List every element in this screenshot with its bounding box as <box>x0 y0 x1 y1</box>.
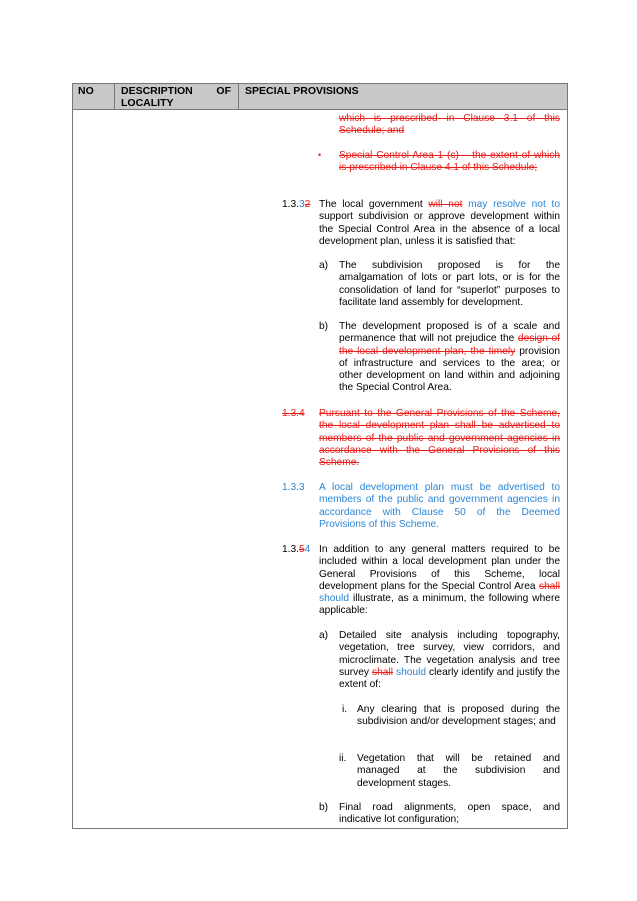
deleted-clause-1-3-4-text: Pursuant to the General Provisions of the Scheme, the local development plan shall be advertised to members of the public and government agencies in accordance with the General Provisions of this Scheme. <box>319 408 560 469</box>
item-label-b: b) <box>319 321 329 332</box>
subitem-ii-text: Vegetation that will be retained and managed at the subdivision and development stages. <box>357 753 560 789</box>
header-provisions: SPECIAL PROVISIONS <box>245 85 359 97</box>
text-run: support subdivision or approve development within the Special Control Area in the absence of a local development plan, unless it is satisfied that: <box>319 211 560 247</box>
deleted-schedule-fragment: which is prescribed in Clause 3.1 of this Schedule; and <box>339 113 560 137</box>
clause-number-base: 1.3. <box>282 544 299 555</box>
deleted-run: design of the local development plan, the timely <box>339 333 560 357</box>
text-run: Detailed site analysis including topography, vegetation, tree survey, view corridors, and microclimate. The vegetation analysis and tree survey <box>339 630 560 678</box>
item-label-a: a) <box>319 260 329 271</box>
deleted-special-control-area-1c: Special Control Area 1 (c) – the extent of which is prescribed in Clause 4.1 of this Schedule; <box>339 150 560 174</box>
item-label-b: b) <box>319 802 329 813</box>
item-a-text: The subdivision proposed is for the amalgamation of lots or part lots, or is for the consolidation of land for “superlot” purposes to facilitate land assembly for development. <box>339 260 560 308</box>
inserted-clause-number-1-3-3: 1.3.3 <box>282 482 305 493</box>
clause-number-base: 1.3. <box>282 199 299 210</box>
text-run: The development proposed is of a scale and permanence that will not prejudice the <box>339 321 560 345</box>
item-b-road-alignments-text: Final road alignments, open space, and indicative lot configuration; <box>339 802 560 826</box>
header-no: NO <box>78 85 94 97</box>
clause-1-3-4-text <box>319 544 560 618</box>
clause-number-1-3-3 <box>282 199 310 211</box>
subitem-label-i: i. <box>342 704 348 715</box>
deleted-clause-number-1-3-4: 1.3.4 <box>282 408 305 419</box>
inserted-clause-1-3-3-text: A local development plan must be advertised to members of the public and government agencies in accordance with Clause 50 of the Deemed Provisions of this Scheme. <box>319 482 560 530</box>
clause-number-1-3-4 <box>282 544 310 556</box>
text-run: In addition to any general matters required to be included within a local development plan under the General Provisions of this Scheme, local development plans for the Special Control Area <box>319 544 560 592</box>
clause-number-deleted: 2 <box>304 199 311 210</box>
column-divider-2 <box>238 83 239 110</box>
bullet-marker: • <box>318 150 322 160</box>
subitem-label-ii: ii. <box>339 753 347 764</box>
deleted-run: shall <box>539 580 560 592</box>
text-run: The local government <box>319 199 429 210</box>
inserted-run: should <box>319 593 350 605</box>
text-run: illustrate, as a minimum, the following where applicable: <box>319 593 560 617</box>
table-header-row <box>73 83 567 110</box>
clause-number-inserted: 3 <box>299 199 305 210</box>
item-a-site-analysis-text <box>339 630 560 691</box>
column-divider-1 <box>114 83 115 110</box>
text-run: provision of infrastructure and services to the area; or other development on land within and adjoining the Special Control Area. <box>339 345 560 394</box>
inserted-run: should <box>392 666 427 678</box>
deleted-run: shall <box>372 666 393 678</box>
deleted-run: will not <box>428 199 463 210</box>
item-label-a: a) <box>319 630 329 641</box>
subitem-i-text: Any clearing that is proposed during the subdivision and/or development stages; and <box>357 704 560 728</box>
inserted-run: may resolve not to <box>462 199 560 210</box>
clause-number-deleted: 5 <box>299 544 305 555</box>
clause-number-inserted: 4 <box>304 544 311 555</box>
header-description-line <box>121 85 231 109</box>
item-b-text <box>339 321 560 395</box>
header-description: DESCRIPTION OF LOCALITY <box>121 85 231 109</box>
clause-1-3-3-text <box>319 199 560 248</box>
text-run: clearly identify and justify the extent of: <box>339 666 561 691</box>
